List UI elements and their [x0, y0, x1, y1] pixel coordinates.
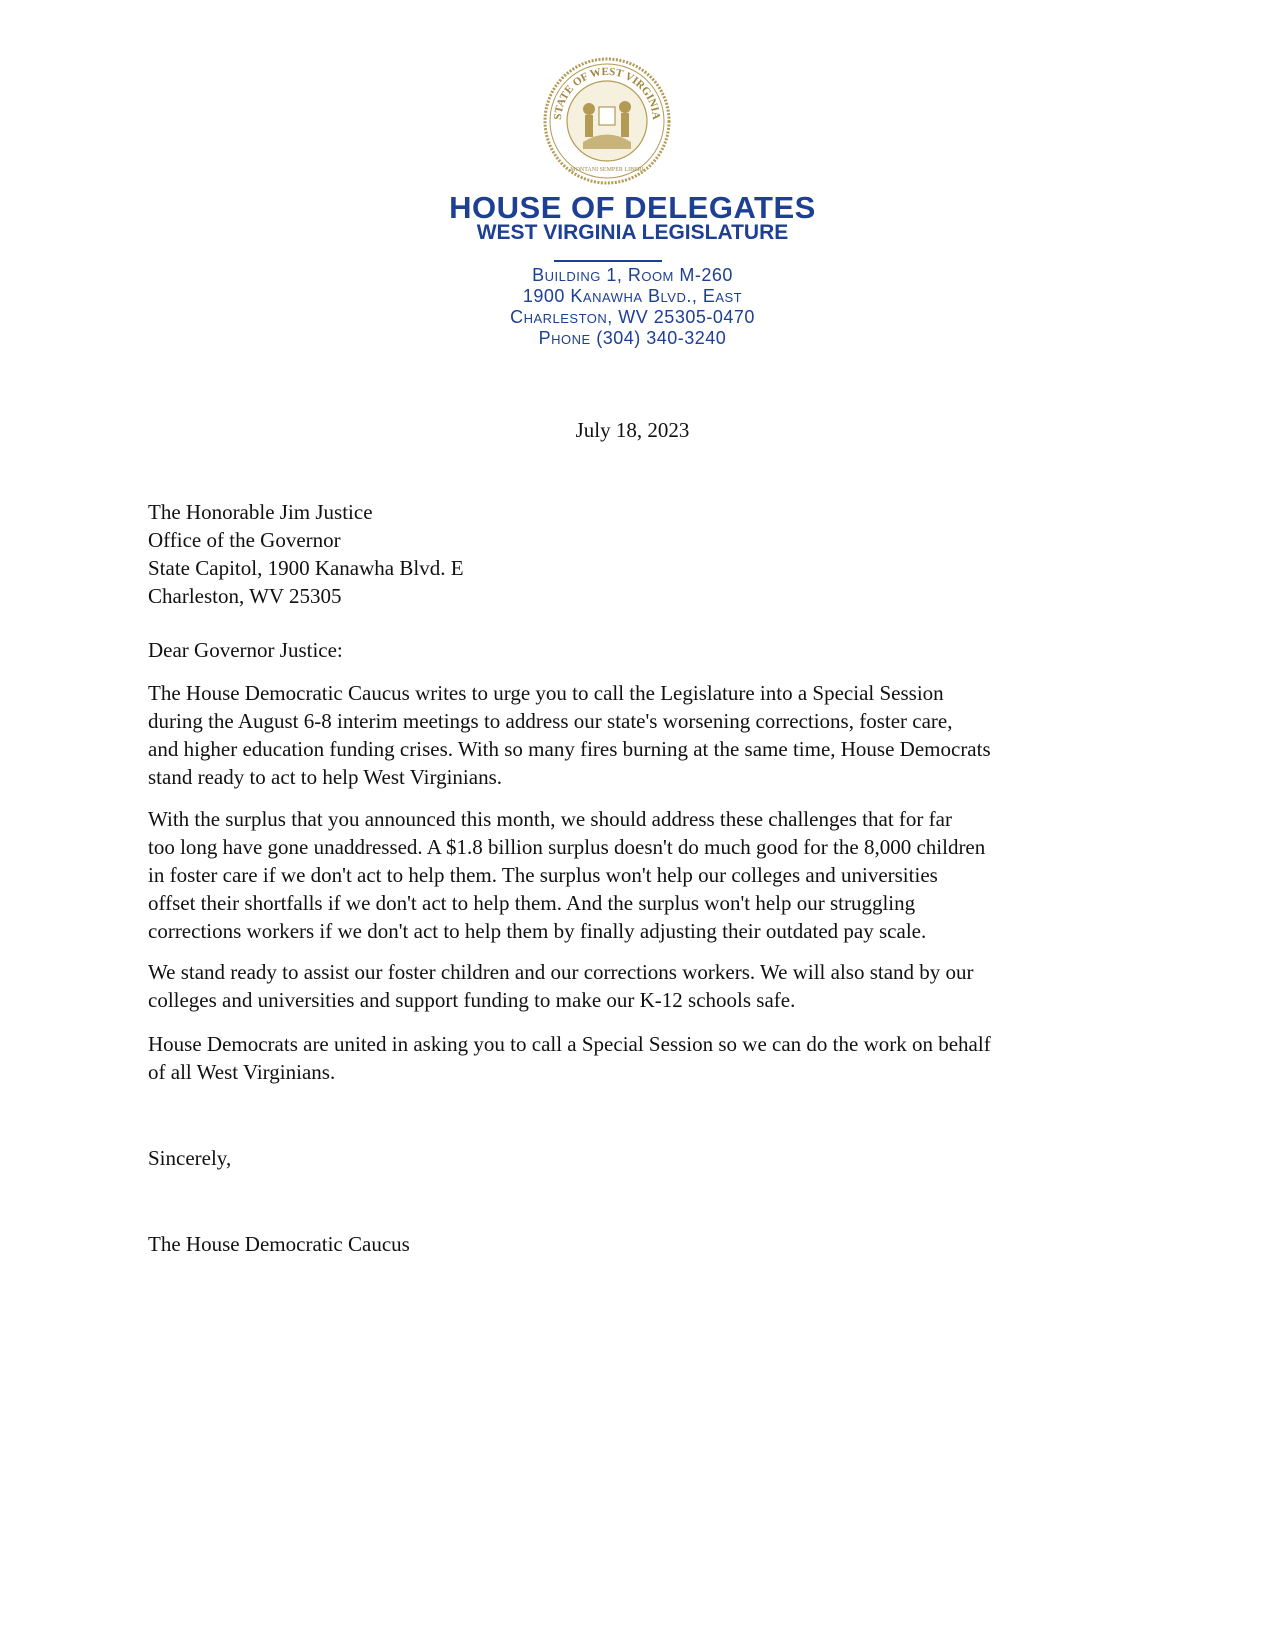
paragraph-line: The House Democratic Caucus writes to urge you to call the Legislature into a Special Session [148, 681, 944, 705]
paragraph-line: House Democrats are united in asking you to call a Special Session so we can do the work on behalf [148, 1032, 991, 1056]
letterhead-divider [554, 260, 662, 262]
letterhead-subtitle: WEST VIRGINIA LEGISLATURE [476, 221, 789, 244]
address-line: Building 1, Room M-260 [532, 265, 733, 285]
paragraph-line: too long have gone unaddressed. A $1.8 billion surplus doesn't do much good for the 8,000 children [148, 835, 986, 859]
paragraph-2 [148, 805, 985, 945]
paragraph-line: corrections workers if we don't act to help them by finally adjusting their outdated pay scale. [148, 919, 927, 943]
paragraph-line: stand ready to act to help West Virginians. [148, 765, 502, 789]
signature: The House Democratic Caucus [148, 1232, 410, 1256]
paragraph-line: With the surplus that you announced this month, we should address these challenges that for far [148, 807, 952, 831]
letterhead-title: HOUSE OF DELEGATES [449, 190, 816, 225]
recipient-block [148, 498, 464, 610]
paragraph-line: during the August 6-8 interim meetings to address our state's worsening corrections, foster care, [148, 709, 953, 733]
address-line: Phone (304) 340-3240 [538, 328, 727, 348]
address-line: Charleston, WV 25305-0470 [510, 307, 755, 327]
recipient-line: State Capitol, 1900 Kanawha Blvd. E [148, 556, 464, 580]
salutation: Dear Governor Justice: [148, 638, 343, 662]
recipient-line: The Honorable Jim Justice [148, 500, 373, 524]
svg-text:MONTANI SEMPER LIBERI: MONTANI SEMPER LIBERI [570, 167, 644, 173]
paragraph-line: offset their shortfalls if we don't act to help them. And the surplus won't help our struggling [148, 891, 916, 915]
paragraph-line: and higher education funding crises. With so many fires burning at the same time, House Democrats [148, 737, 991, 761]
paragraph-3 [148, 958, 974, 1014]
paragraph-line: in foster care if we don't act to help them. The surplus won't help our colleges and universities [148, 863, 938, 887]
letter-date: July 18, 2023 [575, 418, 690, 442]
paragraph-line: of all West Virginians. [148, 1060, 336, 1084]
state-seal-logo [543, 57, 671, 185]
paragraph-1 [148, 679, 991, 791]
paragraph-line: We stand ready to assist our foster children and our corrections workers. We will also stand by our [148, 960, 974, 984]
paragraph-4 [148, 1030, 991, 1086]
closing: Sincerely, [148, 1146, 232, 1170]
recipient-line: Office of the Governor [148, 528, 341, 552]
svg-text:STATE OF WEST VIRGINIA: STATE OF WEST VIRGINIA [551, 65, 663, 121]
recipient-line: Charleston, WV 25305 [148, 584, 342, 608]
paragraph-line: colleges and universities and support funding to make our K-12 schools safe. [148, 988, 796, 1012]
letterhead-address [0, 265, 1265, 349]
address-line: 1900 Kanawha Blvd., East [522, 286, 743, 306]
